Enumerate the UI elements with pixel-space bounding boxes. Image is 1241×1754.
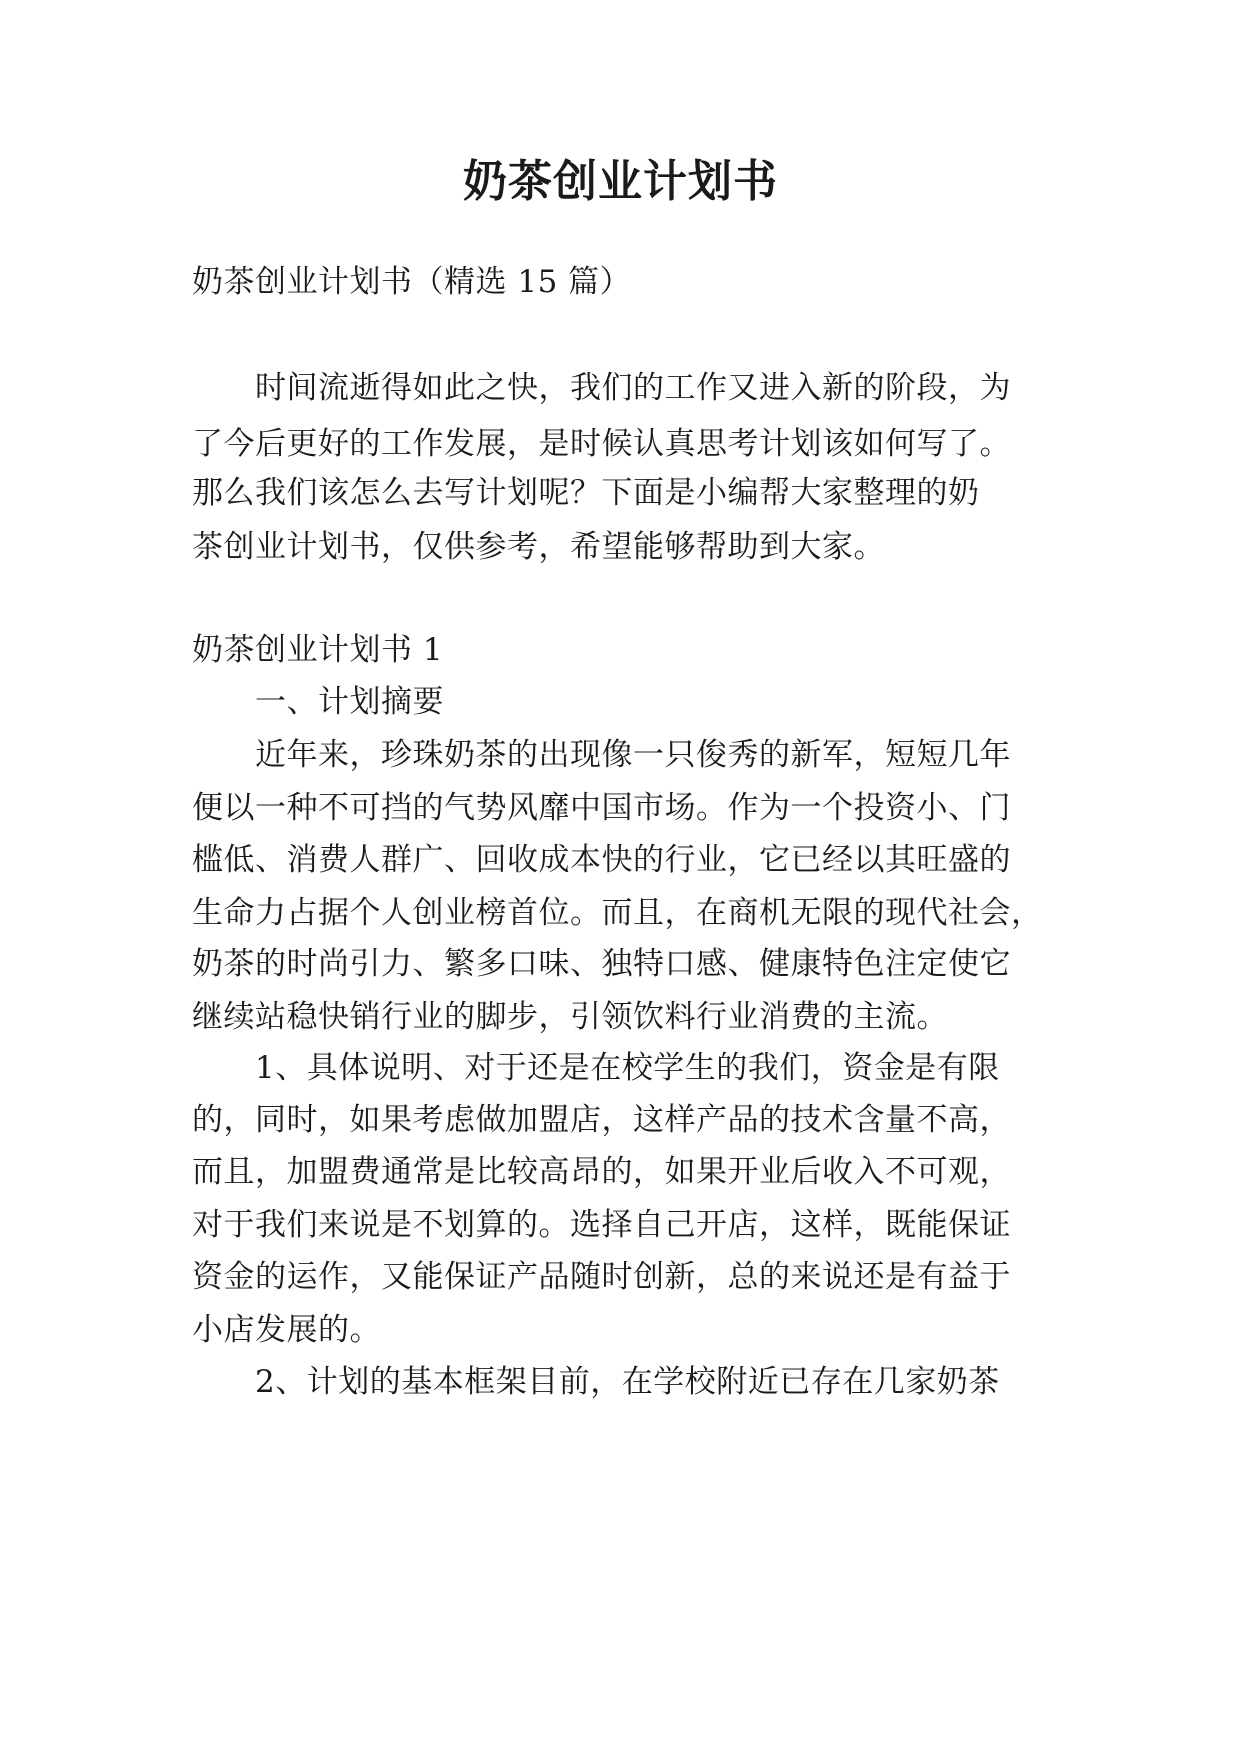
section-heading: 奶茶创业计划书 1 xyxy=(192,632,444,668)
paragraph-line: 继续站稳快销行业的脚步，引领饮料行业消费的主流。 xyxy=(192,999,948,1035)
paragraph-line: 槛低、消费人群广、回收成本快的行业，它已经以其旺盛的 xyxy=(192,842,1011,878)
intro-line: 了今后更好的工作发展，是时候认真思考计划该如何写了。 xyxy=(192,426,1011,462)
paragraph-line: 奶茶的时尚引力、繁多口味、独特口感、健康特色注定使它 xyxy=(192,946,1011,982)
paragraph-line: 2、计划的基本框架目前，在学校附近已存在几家奶茶 xyxy=(255,1364,1000,1400)
paragraph-line: 1、具体说明、对于还是在校学生的我们，资金是有限 xyxy=(255,1050,1000,1086)
paragraph-line: 生命力占据个人创业榜首位。而且，在商机无限的现代社会， xyxy=(192,895,1043,931)
paragraph-line: 而且，加盟费通常是比较高昂的，如果开业后收入不可观， xyxy=(192,1154,1011,1190)
intro-line: 茶创业计划书，仅供参考，希望能够帮助到大家。 xyxy=(192,529,885,565)
intro-line: 那么我们该怎么去写计划呢？下面是小编帮大家整理的奶 xyxy=(192,475,980,511)
paragraph-line: 对于我们来说是不划算的。选择自己开店，这样，既能保证 xyxy=(192,1207,1011,1243)
intro-line: 时间流逝得如此之快，我们的工作又进入新的阶段，为 xyxy=(255,370,1011,406)
document-subtitle: 奶茶创业计划书（精选 15 篇） xyxy=(192,264,632,300)
sub-heading: 一、计划摘要 xyxy=(255,684,444,720)
paragraph-line: 的，同时，如果考虑做加盟店，这样产品的技术含量不高， xyxy=(192,1102,1011,1138)
paragraph-line: 资金的运作，又能保证产品随时创新，总的来说还是有益于 xyxy=(192,1259,1011,1295)
document-title: 奶茶创业计划书 xyxy=(463,156,778,207)
paragraph-line: 便以一种不可挡的气势风靡中国市场。作为一个投资小、门 xyxy=(192,790,1011,826)
paragraph-line: 小店发展的。 xyxy=(192,1312,381,1348)
paragraph-line: 近年来，珍珠奶茶的出现像一只俊秀的新军，短短几年 xyxy=(255,737,1011,773)
